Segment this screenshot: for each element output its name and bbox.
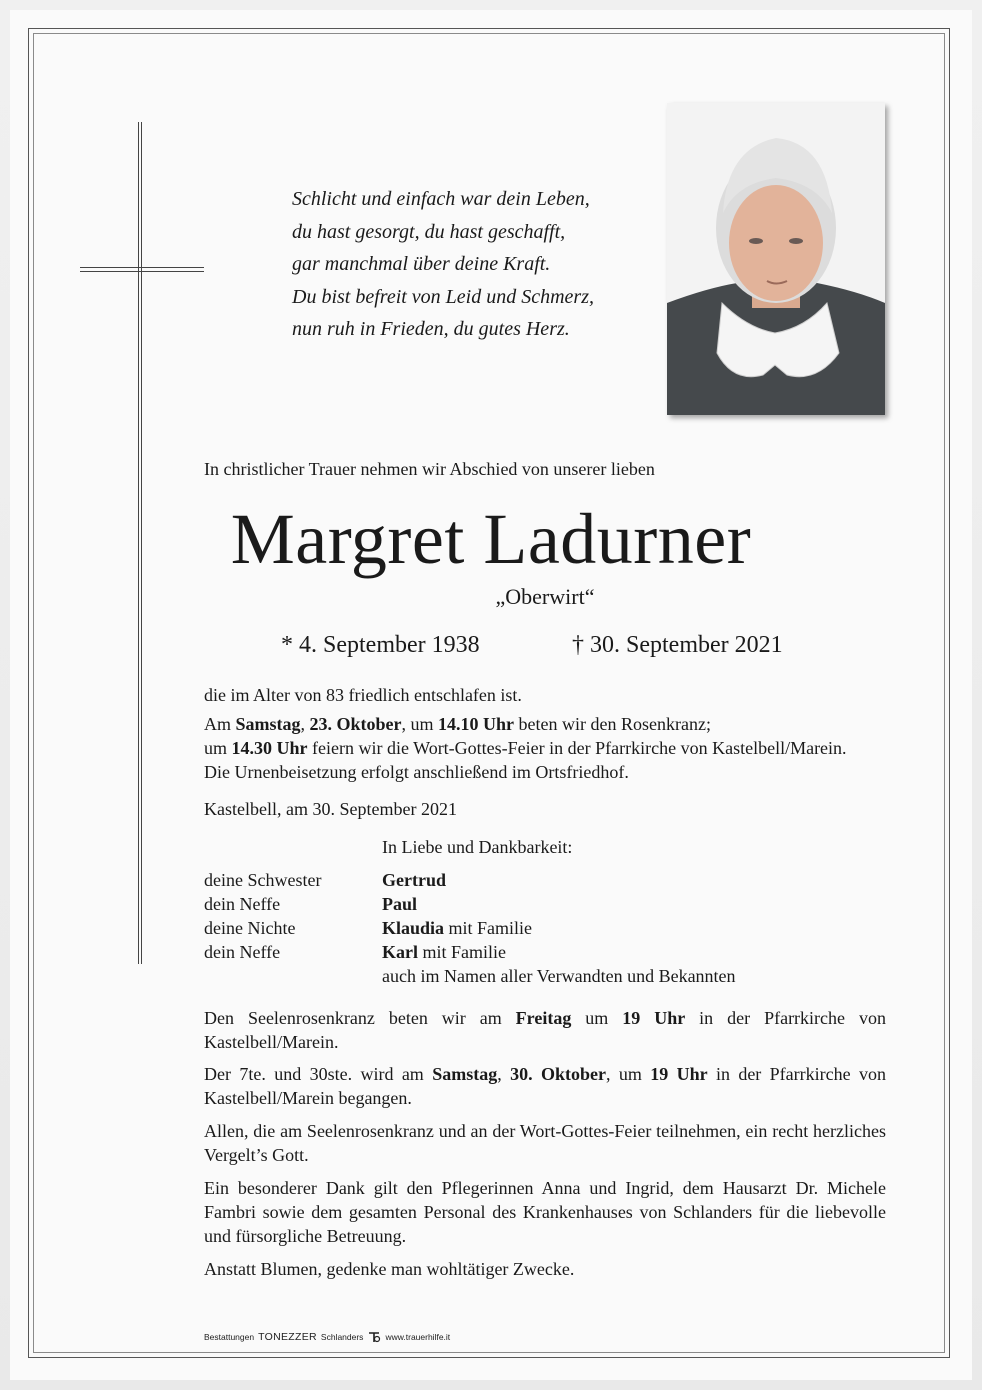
thanks-paragraph: Allen, die am Seelenrosenkranz und an der Wort-Gottes-Feier teilnehmen, ein recht herzliches Vergelt’s Gott.: [204, 1121, 886, 1165]
text: beten wir den Rosenkranz;: [514, 714, 711, 734]
text-bold: Freitag: [515, 1008, 572, 1028]
text: mit Familie: [444, 918, 533, 938]
mourner-name: [382, 868, 446, 892]
footer-text: Schlanders: [320, 1332, 364, 1342]
gratitude-line: In Liebe und Dankbarkeit:: [382, 837, 573, 857]
text-bold: Samstag: [432, 1064, 498, 1084]
trauerhilfe-logo-icon: [367, 1331, 381, 1343]
text: , um: [401, 714, 439, 734]
text-bold: Samstag: [235, 714, 301, 734]
text: feiern wir die Wort-Gottes-Feier in der Pfarrkirche von Kastelbell/Marein.: [307, 738, 847, 758]
rosary-paragraph: [204, 1006, 886, 1054]
text-bold: 30. Oktober: [510, 1064, 606, 1084]
text-bold: Klaudia: [382, 918, 445, 938]
poem: [292, 183, 632, 346]
cross-icon-horizontal: [80, 267, 204, 272]
text-bold: 19 Uhr: [622, 1008, 686, 1028]
service-line-3: Die Urnenbeisetzung erfolgt anschließend im Ortsfriedhof.: [204, 762, 629, 782]
poem-line: gar manchmal über deine Kraft.: [292, 253, 551, 275]
text-bold: 19 Uhr: [650, 1064, 708, 1084]
portrait-icon: [667, 103, 885, 415]
footer-url[interactable]: www.trauerhilfe.it: [385, 1332, 451, 1342]
text-bold: Gertrud: [382, 870, 446, 890]
mourner-name: [382, 892, 417, 916]
intro-line: In christlicher Trauer nehmen wir Abschied von unserer lieben: [204, 459, 655, 479]
mourner-name: [382, 940, 506, 964]
service-line-1: [204, 712, 711, 736]
nickname: „Oberwirt“: [495, 584, 595, 609]
text-bold: 14.10 Uhr: [438, 714, 515, 734]
birth-date: * 4. September 1938: [281, 632, 480, 658]
donation-paragraph: Anstatt Blumen, gedenke man wohltätiger Zwecke.: [204, 1259, 575, 1279]
footer-text: Bestattungen: [204, 1332, 255, 1342]
relatives-line: auch im Namen aller Verwandten und Bekannten: [382, 966, 736, 986]
poem-line: Schlicht und einfach war dein Leben,: [292, 188, 590, 210]
age-line: die im Alter von 83 friedlich entschlafen ist.: [204, 685, 522, 705]
footer-brand: TONEZZER: [258, 1331, 317, 1343]
mourner-relation: deine Nichte: [204, 918, 296, 938]
service-line-2: [204, 736, 847, 760]
deceased-name: Margret Ladurner: [230, 499, 752, 579]
text: in der Pfarrkirche von Kastelbell/Marein.: [204, 1008, 886, 1052]
mourner-relation: dein Neffe: [204, 894, 281, 914]
special-thanks-paragraph: Ein besonderer Dank gilt den Pflegerinnen Anna und Ingrid, dem Hausarzt Dr. Michele Fambri sowie dem gesamten Personal des Krankenhauses von Schlanders für die liebevolle und fürsorgliche Betreuung.: [204, 1178, 886, 1246]
death-date: † 30. September 2021: [572, 632, 783, 658]
poem-line: du hast gesorgt, du hast geschafft,: [292, 220, 566, 243]
poem-line: Du bist befreit von Leid und Schmerz,: [292, 285, 595, 308]
footer: [204, 1331, 450, 1343]
text: , um: [605, 1064, 651, 1084]
text: ,: [497, 1064, 511, 1084]
text-bold: Karl: [382, 942, 418, 962]
text: Der 7te. und 30ste. wird am: [204, 1064, 433, 1084]
place-date: Kastelbell, am 30. September 2021: [204, 799, 457, 819]
mourner-relation: dein Neffe: [204, 942, 281, 962]
text-bold: 14.30 Uhr: [231, 738, 308, 758]
portrait-photo: [667, 103, 885, 415]
poem-line: nun ruh in Frieden, du gutes Herz.: [292, 318, 570, 340]
text: um: [204, 738, 232, 758]
text-bold: Paul: [382, 894, 418, 914]
text: um: [571, 1008, 623, 1028]
text: Am: [204, 714, 236, 734]
text: Den Seelenrosenkranz beten wir am: [204, 1008, 516, 1028]
mass-paragraph: [204, 1062, 886, 1110]
text: mit Familie: [418, 942, 506, 962]
text-bold: 23. Oktober: [309, 714, 402, 734]
mourner-name: [382, 916, 532, 940]
mourner-relation: deine Schwester: [204, 870, 322, 890]
text: ,: [300, 714, 310, 734]
text: in der Pfarrkirche von Kastelbell/Marein begangen.: [204, 1064, 887, 1108]
